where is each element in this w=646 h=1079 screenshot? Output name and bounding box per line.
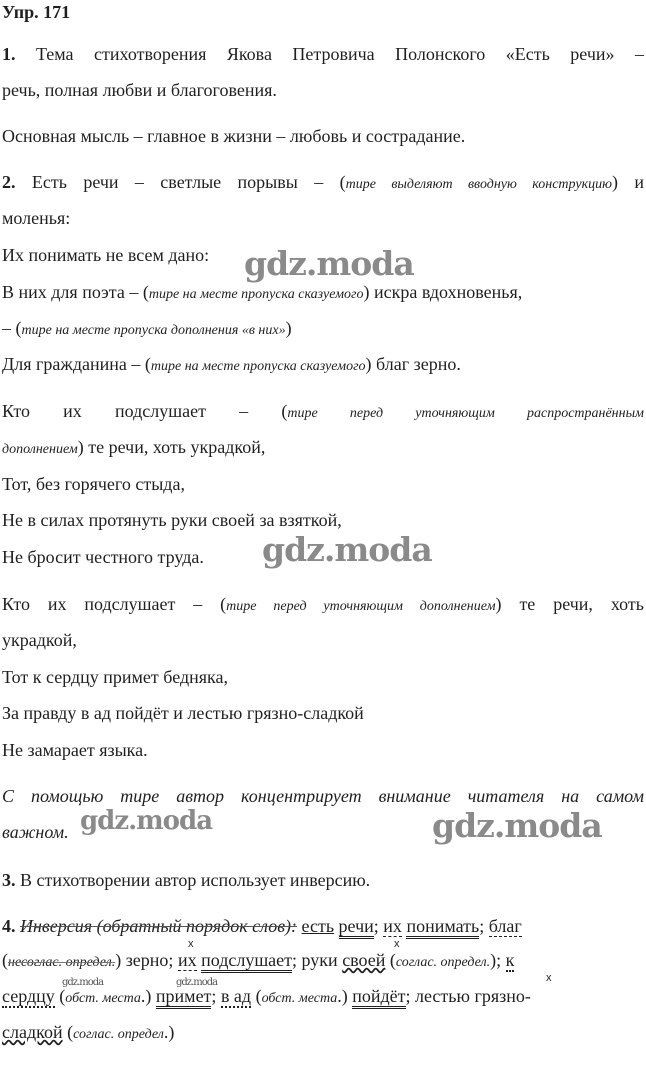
p6-l3-close1: .) (140, 986, 156, 1006)
p5-line (2, 868, 644, 892)
p3-text1a: Кто их подслушает – ( (2, 401, 288, 421)
conclusion-line2: важном. (2, 822, 69, 842)
p6-note-obst2: обст. места (261, 991, 338, 1006)
p6-word-serdtsu: сердцу (2, 986, 55, 1006)
p6-word-v-ad: в ад (220, 986, 252, 1006)
p6-line2 (2, 948, 644, 975)
p6-number: 4. (2, 916, 16, 936)
p1-line3: Основная мысль – главное в жизни – любовь и сострадание. (2, 126, 466, 146)
p5-number: 3. (2, 870, 16, 890)
p6-line3 (2, 984, 644, 1011)
p3-note1: тире перед уточняющим распространённым (287, 406, 644, 421)
p6-l4-open: ( (62, 1022, 74, 1042)
p1-number: 1. (2, 44, 16, 64)
p3-text2b: ) те речи, хоть украдкой, (77, 437, 266, 457)
p2-text1b: ) и (612, 172, 645, 192)
p6-word-rechi: речи (339, 916, 374, 939)
watermark-3: gdz.moda (80, 806, 213, 836)
p6-note-nesoglas: несоглас. определ. (8, 955, 116, 970)
p6-word-primet: примет (156, 986, 212, 1009)
p1-line2: речь, полная любви и благоговения. (2, 80, 277, 100)
p2-text4b: ) искра вдохновенья, (363, 282, 523, 302)
p6-l2-open2: ( (385, 950, 396, 970)
p4-line2: украдкой, (2, 630, 77, 650)
exercise-title: Упр. 171 (2, 2, 71, 22)
p6-sep2: ; (479, 916, 489, 936)
p3-line4: Не в силах протянуть руки своей за взяткой, (2, 510, 342, 530)
p6-l3-tail: ; лестью грязно- (405, 986, 531, 1006)
p6-x-mark-3: x (546, 972, 552, 984)
p2-text6a: Для гражданина – ( (2, 354, 151, 374)
p2-line2: моленья: (2, 208, 71, 228)
p3-line3: Тот, без горячего стыда, (2, 474, 185, 494)
p6-word-ih: их (383, 916, 402, 936)
p3-line1 (2, 399, 644, 426)
p6-line4 (2, 1020, 644, 1047)
p4-line1 (2, 592, 644, 619)
p2-text5a: – ( (2, 318, 22, 338)
p6-note-soglas2: соглас. определ (73, 1027, 164, 1042)
p2-line4 (2, 280, 644, 307)
p6-word-sladkoi: сладкой (2, 1022, 63, 1042)
p6-l3-close2: .) (337, 986, 353, 1006)
p4-line3: Тот к сердцу примет бедняка, (2, 667, 228, 687)
p4-note1: тире перед уточняющим дополнением (226, 599, 496, 614)
p2-note5: тире на месте пропуска дополнения «в них» (21, 323, 286, 338)
p3-note2: дополнением (2, 442, 78, 457)
p2-text4a: В них для поэта – ( (2, 282, 149, 302)
p2-note4: тире на месте пропуска сказуемого (148, 287, 364, 302)
p2-text1a: Есть речи – светлые порывы – ( (31, 172, 346, 192)
p6-sep1: ; (373, 916, 384, 936)
p6-l3-open2: ( (251, 986, 262, 1006)
p1-text1: Тема стихотворения Якова Петровича Полонского «Есть речи» – (35, 44, 644, 64)
watermark-4: gdz.moda (432, 806, 602, 845)
p6-lead: Инверсия (обратный порядок слов): (20, 916, 298, 936)
p2-line1 (2, 170, 644, 197)
p2-text5b: ) (285, 318, 292, 338)
p5-text: В стихотворении автор использует инверсию. (20, 870, 371, 890)
p6-word-poidet: пойдёт (352, 986, 405, 1009)
p3-line5: Не бросит честного труда. (2, 547, 204, 567)
p6-word-blag: благ (488, 916, 522, 936)
p6-word-ponimat: понимать (406, 916, 479, 939)
p2-note1: тире выделяют вводную конструкцию (345, 177, 612, 192)
p4-text1a: Кто их подслушает – ( (2, 594, 227, 614)
p6-x-mark-2: x (394, 938, 400, 950)
p6-note-soglas: соглас. определ. (395, 955, 491, 970)
p6-l2-close2: ); (490, 950, 506, 970)
watermark-2: gdz.moda (262, 530, 432, 569)
p1-line1 (2, 42, 644, 66)
p2-line3: Их понимать не всем дано: (2, 245, 210, 265)
p2-number: 2. (2, 172, 16, 192)
watermark-1: gdz.moda (244, 244, 414, 283)
p3-line2 (2, 435, 644, 462)
p2-text6b: ) благ зерно. (365, 354, 461, 374)
p6-word-k: к (505, 950, 515, 970)
p6-word-est: есть (301, 916, 335, 936)
p6-l3-open: ( (54, 986, 66, 1006)
watermark-small-2: gdz.moda (176, 977, 218, 988)
watermark-small-1: gdz.moda (62, 977, 104, 988)
p6-x-mark-1: x (188, 938, 194, 950)
p6-l2-close1: ) зерно; (115, 950, 178, 970)
p2-note6: тире на месте пропуска сказуемого (150, 359, 366, 374)
p6-word-podslushaet: подслушает (201, 950, 292, 973)
p2-line5 (2, 316, 644, 343)
p6-line1 (2, 914, 644, 938)
p4-line4: За правду в ад пойдёт и лестью грязно-сладкой (2, 703, 364, 723)
p6-l4-close: .) (163, 1022, 175, 1042)
p6-l2-mid: ; руки (292, 950, 343, 970)
p6-l3-sep: ; (211, 986, 221, 1006)
p6-word-svoei: своей (342, 950, 386, 970)
p4-line5: Не замарает языка. (2, 740, 148, 760)
p6-l2-open: ( (2, 950, 8, 970)
p2-line6 (2, 352, 644, 379)
p6-note-obst1: обст. места (65, 991, 141, 1006)
p6-word-ih2: их (177, 950, 197, 970)
conclusion-line1: С помощью тире автор концентрирует внимание читателя на самом (2, 786, 644, 806)
p4-text1b: ) те речи, хоть (495, 594, 644, 614)
